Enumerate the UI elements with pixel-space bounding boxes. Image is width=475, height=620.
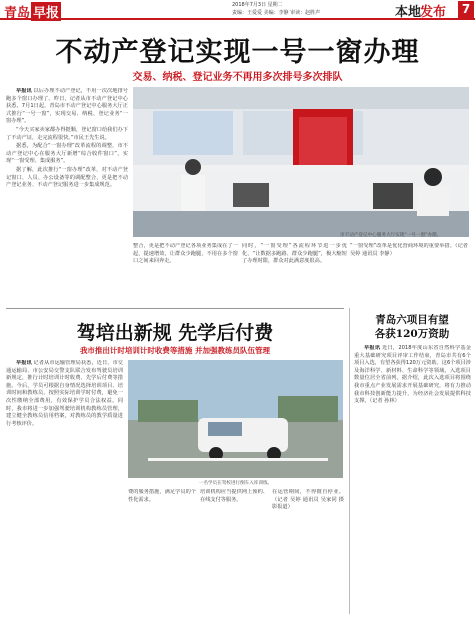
service-hall-illustration: [133, 87, 469, 237]
column-divider: [349, 308, 350, 614]
story2-paragraph: 记者从市运输管理局获悉，近日，市交通运输局、市公安局交警支队联合发布驾驶员培训新规定，推行计时培训计时收费、先学后付费等措施。今后，学员可根据自身情况选择培训项目、培训时间和教练员，按照实际培训学时付费，避免一次性缴纳全部费用，有效保护学员合法权益。同时，我市将进一步加强驾驶培训机构教练员管理，建立健全教练员信用档案，对教练员的教学质量进行考核评价。: [6, 360, 123, 427]
story2-photo-caption: 一名学员在驾校进行倒车入库训练。: [198, 481, 273, 486]
main-subhead: 交易、纳税、登记业务不再用多次排号多次排队: [132, 72, 343, 83]
story1-paragraph: “今天买家卖家都办得挺顺，登记窗口给我们办下了不动产证，走完流程很快。”市民王先生说。: [6, 126, 128, 141]
photo-caption: 市不动产登记中心服务大厅实现“一号一窗”办理。: [340, 233, 442, 238]
story3-byline: 早报讯: [364, 345, 381, 351]
page-number: 7: [458, 1, 474, 18]
story3-column: [354, 345, 471, 613]
story3-paragraph: 近日，2018年度山东省自然科学基金重大基础研究项目评审工作结束，青岛市共有6个项目入选，有望各获得120万元资助。这6个项目涉及海洋科学、新材料、生命科学等领域，入选项目数量位居全省前列。据介绍，此次入选项目将围绕我市重点产业发展需求开展基础研究，将有力推动我市科技创新能力提升，为经济社会发展提供科技支撑。（记者 孙林）: [354, 345, 471, 405]
story1-paragraph: 以后办理不动产登记，不用一次次地排号跑多个窗口办理了。昨日，记者从市不动产登记中心获悉，7月1日起，青岛市不动产登记中心服务大厅正式推行“一号一窗”，实现交易、纳税、登记业务“一窗办理”。: [6, 88, 128, 125]
story1-paragraph: 据了解，此次推行“一窗办理”改革，对不动产登记窗口、人员、办公设备等的调配整合，更是把不动产登记业务、不动产登记服务进一步集成规范。: [6, 166, 128, 189]
story1-column-2: 整合，更是把不动产登记各项业务集成在了一起，提速增效，让群众少跑腿，不用在多个窗口之间来回奔走。: [133, 243, 238, 265]
driving-school-illustration: [128, 360, 343, 478]
story3-headline-line1: 青岛六项目有望: [375, 314, 449, 326]
story3-headline-line2: 各获120万资助: [374, 328, 450, 340]
story2-column-3: 培训机构应当提供网上预约、在线支付等服务。: [200, 489, 268, 503]
story1-paragraph: 据悉，为配合“一窗办理”改革流程的调整，市不动产登记中心在服务大厅新增“综合收件窗口”，实现“一窗受理、集成服务”。: [6, 143, 128, 165]
section-publish: 发布: [420, 5, 447, 20]
service-hall-photo: [133, 87, 469, 237]
date-line: 2018年7月3日 星期二: [232, 2, 283, 8]
masthead: [0, 0, 475, 20]
story2-subhead: 我市推出计时培训计时收费等措施 并加强教练员队伍管理: [79, 346, 271, 355]
story1-column-3: 同时，“一窗受理”各流程环节进一步优化，“让数据多跑路、群众少跑腿”，极大缩短了办理时限，群众对此满意度很高。: [242, 243, 347, 265]
logo-mark: 早报: [31, 2, 61, 21]
story1-column-4: “一窗受理”改革是优化营商环境的重要举措。（记者 吴婷 通讯员 李静）: [350, 243, 468, 257]
logo-text: 青岛: [4, 6, 31, 21]
story2-headline: 驾培出新规 先学后付费: [76, 322, 274, 344]
story2-column-1: [6, 360, 123, 612]
section-local: 本地: [395, 5, 422, 20]
driving-school-photo: [128, 360, 343, 478]
story2-column-4: 在运营期间，不得擅自停业。（记者 吴婷 通讯员 吴家同 摄影报道）: [272, 489, 344, 511]
section-divider: [6, 308, 344, 309]
newspaper-logo: [4, 2, 61, 21]
story1-byline: 早报讯: [16, 88, 32, 94]
main-headline: 不动产登记实现一号一窗办理: [55, 37, 420, 68]
story2-column-2: 费的服务措施，满足学员的个性化需求。: [128, 489, 196, 503]
story2-byline: 早报讯: [16, 360, 32, 366]
editor-line: 责编：王爱爱 美编：李静 审读：赵胜声: [232, 10, 321, 16]
